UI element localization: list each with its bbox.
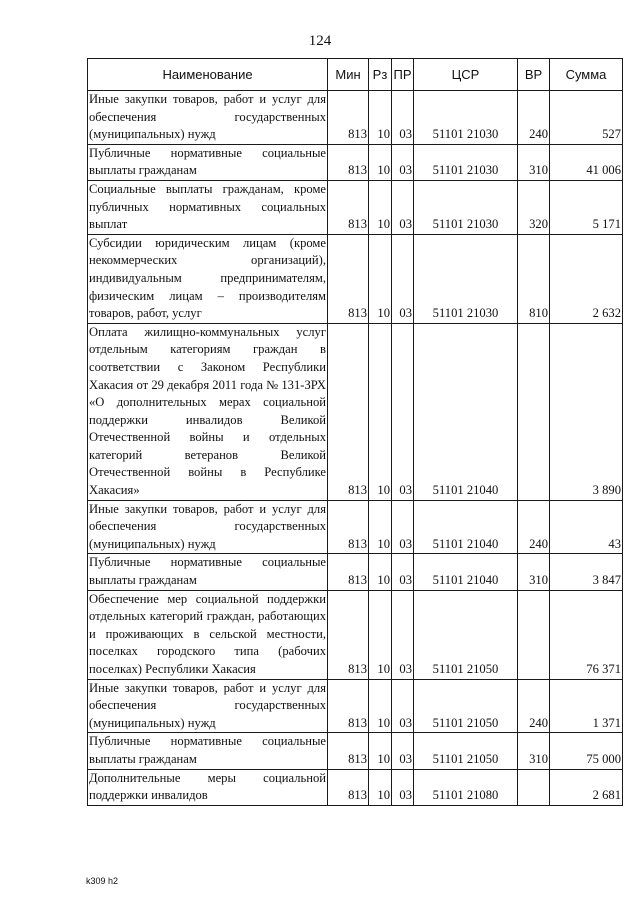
cell-vr [518,590,550,679]
cell-sum: 43 [550,500,623,554]
budget-table [87,58,623,806]
cell-sum: 75 000 [550,733,623,769]
cell-pr: 03 [392,733,414,769]
cell-csr: 51101 21030 [414,144,518,180]
cell-rz: 10 [369,733,392,769]
cell-sum: 41 006 [550,144,623,180]
column-header-rz: Рз [369,59,392,91]
cell-name: Иные закупки товаров, работ и услуг для обеспечения государственных (муниципальных) нужд [88,91,328,145]
table-row [88,323,623,500]
footer-code: k309 h2 [86,876,119,886]
cell-min: 813 [328,769,369,805]
cell-csr: 51101 21040 [414,554,518,590]
cell-csr: 51101 21030 [414,234,518,323]
cell-min: 813 [328,144,369,180]
cell-pr: 03 [392,590,414,679]
cell-rz: 10 [369,180,392,234]
cell-min: 813 [328,554,369,590]
table-row [88,590,623,679]
cell-name: Оплата жилищно-коммунальных услуг отдельным категориям граждан в соответствии с Законом Республики Хакасия от 29 декабря 2011 года № 131-ЗРХ «О дополнительных мерах социальной поддержки инвалидов Великой Отечественной войны и отдельных категорий ветеранов Великой Отечественной войны в Республике Хакасия» [88,323,328,500]
cell-min: 813 [328,180,369,234]
cell-sum: 3 847 [550,554,623,590]
cell-vr: 240 [518,91,550,145]
cell-name: Иные закупки товаров, работ и услуг для обеспечения государственных (муниципальных) нужд [88,679,328,733]
cell-rz: 10 [369,679,392,733]
cell-csr: 51101 21050 [414,679,518,733]
cell-min: 813 [328,323,369,500]
table-row [88,769,623,805]
cell-rz: 10 [369,554,392,590]
cell-pr: 03 [392,554,414,590]
table-row [88,500,623,554]
cell-rz: 10 [369,91,392,145]
cell-csr: 51101 21050 [414,733,518,769]
cell-sum: 527 [550,91,623,145]
cell-min: 813 [328,590,369,679]
cell-min: 813 [328,500,369,554]
cell-sum: 1 371 [550,679,623,733]
cell-sum: 76 371 [550,590,623,679]
cell-pr: 03 [392,144,414,180]
page-number: 124 [308,33,332,49]
table-row [88,679,623,733]
cell-pr: 03 [392,323,414,500]
cell-vr [518,323,550,500]
column-header-pr: ПР [392,59,414,91]
column-header-min: Мин [328,59,369,91]
cell-min: 813 [328,733,369,769]
cell-pr: 03 [392,500,414,554]
cell-name: Иные закупки товаров, работ и услуг для обеспечения государственных (муниципальных) нужд [88,500,328,554]
table-row [88,554,623,590]
cell-vr: 310 [518,554,550,590]
cell-csr: 51101 21040 [414,500,518,554]
cell-rz: 10 [369,234,392,323]
cell-rz: 10 [369,769,392,805]
column-header-csr: ЦСР [414,59,518,91]
cell-csr: 51101 21050 [414,590,518,679]
cell-min: 813 [328,234,369,323]
cell-pr: 03 [392,234,414,323]
cell-sum: 3 890 [550,323,623,500]
cell-vr: 310 [518,733,550,769]
cell-csr: 51101 21040 [414,323,518,500]
cell-rz: 10 [369,500,392,554]
cell-name: Публичные нормативные социальные выплаты гражданам [88,733,328,769]
cell-pr: 03 [392,180,414,234]
cell-name: Дополнительные меры социальной поддержки инвалидов [88,769,328,805]
column-header-sum: Сумма [550,59,623,91]
cell-vr: 810 [518,234,550,323]
cell-name: Социальные выплаты гражданам, кроме публичных нормативных социальных выплат [88,180,328,234]
cell-pr: 03 [392,91,414,145]
cell-csr: 51101 21030 [414,91,518,145]
table-row [88,733,623,769]
cell-pr: 03 [392,769,414,805]
cell-min: 813 [328,91,369,145]
cell-rz: 10 [369,590,392,679]
cell-sum: 5 171 [550,180,623,234]
cell-min: 813 [328,679,369,733]
cell-vr: 310 [518,144,550,180]
cell-csr: 51101 21030 [414,180,518,234]
cell-csr: 51101 21080 [414,769,518,805]
cell-name: Обеспечение мер социальной поддержки отдельных категорий граждан, работающих и проживающих в сельской местности, поселках городского типа (рабочих поселках) Республики Хакасия [88,590,328,679]
column-header-vr: ВР [518,59,550,91]
column-header-name: Наименование [88,59,328,91]
table-row [88,234,623,323]
cell-vr: 240 [518,679,550,733]
cell-pr: 03 [392,679,414,733]
cell-name: Публичные нормативные социальные выплаты гражданам [88,144,328,180]
cell-vr: 240 [518,500,550,554]
table-row [88,91,623,145]
cell-rz: 10 [369,144,392,180]
cell-name: Субсидии юридическим лицам (кроме некоммерческих организаций), индивидуальным предпринимателям, физическим лицам – производителям товаров, работ, услуг [88,234,328,323]
cell-sum: 2 632 [550,234,623,323]
cell-sum: 2 681 [550,769,623,805]
cell-name: Публичные нормативные социальные выплаты гражданам [88,554,328,590]
cell-vr [518,769,550,805]
table-row [88,144,623,180]
table-header-row [88,59,623,91]
table-row [88,180,623,234]
cell-vr: 320 [518,180,550,234]
cell-rz: 10 [369,323,392,500]
